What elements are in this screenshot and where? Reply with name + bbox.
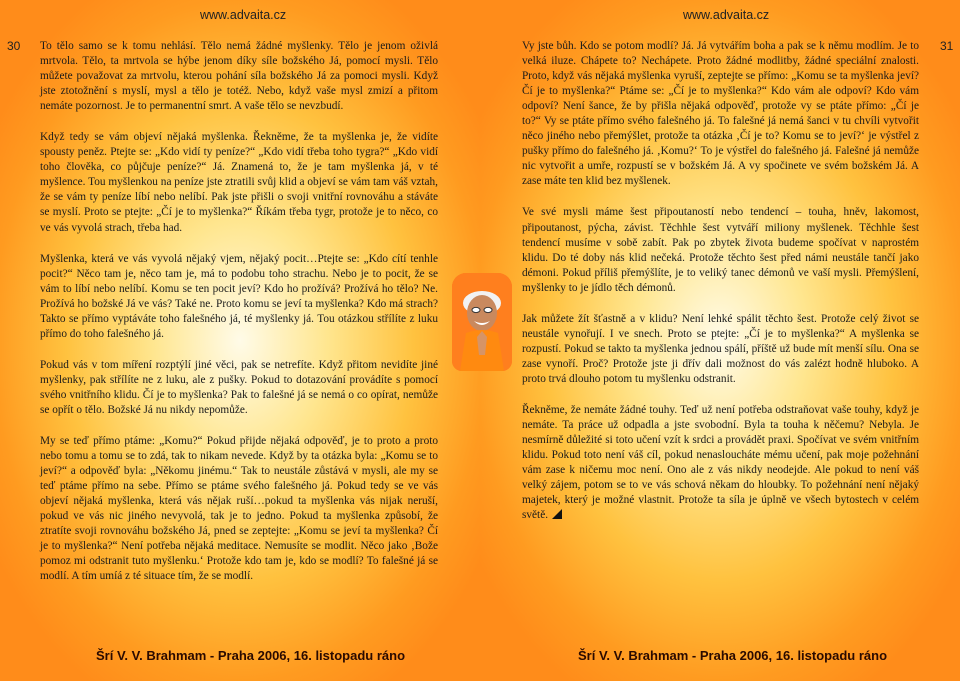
portrait-photo-icon xyxy=(452,273,512,371)
site-url-left[interactable]: www.advaita.cz xyxy=(200,8,287,22)
paragraph: Myšlenka, která ve vás vyvolá nějaký vjem, nějaký pocit…Ptejte se: „Kdo cítí tenhle pocit?“ Něco tam je, něco tam je, má to podobu toho strachu. Nebo je to pocit, že se vám to líbí nebo nelíbí. Komu se ten pocit jeví? Kdo ho prožívá? Prožívá ho tělo? Ne. Prožívá ho božské Já ve vás? Také ne. Proto komu se jeví ta myšlenka? Kdo má strach? Takto se přímo vyptáváte toho falešného já, té myšlenky já. Tou otázkou střílíte z luku přímo do toho falešného já. xyxy=(40,252,438,340)
page-number-left: 30 xyxy=(7,39,21,53)
paragraph: Jak můžete žít šťastně a v klidu? Není lehké spálit těchto šest. Protože celý život se neustále vynořují. I ve snech. Proto se ptejte: „Čí je to myšlenka?“ A myšlenka se rozpustí. Pokud se takto ta myšlenka jednou spálí, příště už bude mít menší sílu. Ona se zase vynoří. Proč? Protože jste ji dřív dali možnost do vás zalézt hodně hluboko. A proto trvá dlouho potom tu myšlenku odstranit. xyxy=(522,312,919,385)
page-number-right: 31 xyxy=(940,39,954,53)
footer-left: Šrí V. V. Brahmam - Praha 2006, 16. listopadu ráno xyxy=(96,648,406,663)
paragraph: Vy jste bůh. Kdo se potom modlí? Já. Já vytvářím boha a pak se k němu modlím. Je to velká iluze. Chápete to? Nechápete. Proto žádné modlitby, žádné speciální znalosti. Proto, když vás nějaká myšlenka vyruší, zeptejte se přímo: „Komu se ta myšlenka jeví? Čí je to myšlenka?“ Ptáme se: „Čí je to myšlenka?“ Kdo vám ale odpoví? Kdo vám odpoví? Není šance, že by přišla nějaká odpověď, protože vy se ptáte přímo: „Čí je to?“ Vy se ptáte přímo svého falešného já. To falešné já nemá šanci v tu chvíli vytvořit něco jiného nebo přemýšlet, protože ta otázka ‚Čí je to? Komu se to jeví?‘ je výstřel z pušky přímo do falešného já. ‚Komu?‘ To je výstřel do falešného já. Falešné já nemůže nic vytvořit a umře, rozpustí se v božském Já. A vy spočinete ve svém božském Já. A zase máte ten klid bez myšlenek. xyxy=(522,40,919,188)
portrait-photo xyxy=(452,273,512,371)
right-text-column xyxy=(522,39,919,539)
paragraph: To tělo samo se k tomu nehlásí. Tělo nemá žádné myšlenky. Tělo je jenom oživlá mrtvola. Tělo, ta mrtvola se hýbe jenom díky síle božského Já, pomocí mysli. Tělo můžete považovat za mrtvolu, kterou pohání síla božského Já za pomoci mysli. Když jste ztotožnění s myslí, mysl a tělo je totéž. Nebo, když vaše mysl zmizí a přitom nemáte pozornost. Je to permanentní smrt. A vaše tělo se nevzbudí. xyxy=(40,40,438,113)
paragraph: My se teď přímo ptáme: „Komu?“ Pokud přijde nějaká odpověď, je to proto a proto nebo tomu a tomu se to zdá, tak to nikam nevede. Když by ta otázka byla: „Komu se to jeví?“ a odpověď byla: „Někomu jinému.“ Tak to neustále zůstává v mysli, ale my se teď ptáme přímo na sebe. Přímo se ptáme svého falešného já. Pokud tedy se ve vás objeví nějaká myšlenka, která vás nějak ruší…pokud ta myšlenka vás nijak neruší, pokud ve vás nic jiného nevyvolá, tak je to jedno. Pokud ta myšlenka způsobí, že ztratíte svoji rovnováhu božského Já, pned se zeptejte: „Komu se jeví ta myšlenka? Čí je to myšlenka?“ Není potřeba nějaká meditace. Nemusíte se modlit. Něco jako ‚Bože pomoz mi odstranit tuto myšlenku.‘ Protože kdo tam je, kdo se modlí? To falešné já se modlí. A tím umíá z té situace tím, že se modlí. xyxy=(40,435,438,583)
paragraph: Pokud vás v tom míření rozptýlí jiné věci, pak se netrefíte. Když přitom nevidíte jiné myšlenky, pak střílíte ne z luku, ale z pušky. Pokud to dotazování provádíte s pomocí svého vnitřního klidu. Čí je to myšlenka? Pak to falešné já se nemá o co opírat, nemůže se opřít o tělo. Božské Já nu nikdy nepomůže. xyxy=(40,358,438,416)
paragraph-last xyxy=(522,403,919,523)
site-url-right[interactable]: www.advaita.cz xyxy=(683,8,770,22)
left-text-column xyxy=(40,39,438,601)
paragraph: Když tedy se vám objeví nějaká myšlenka. Řekněme, že ta myšlenka je, že vidíte spousty peněz. Ptejte se: „Kdo vidí ty peníze?“ „Kdo vidí třeba toho tygra?“ „Kdo vidí toho člověka, co půjčuje peníze?“ Já. Znamená to, že je tam myšlenka já, v té myšlence. Tou myšlenkou na peníze jste ztratili svůj klid a objeví se vám tam váš vztah, že se vám ty peníze líbí nebo nelíbí. Pak jste přišli o svoji vnitřní rovnováhu a stáváte se myslí. Proto se ptejte: „Čí je to myšlenka?“ Říkám třeba tygr, protože je to něco, co ve vás vyvolá strach, třeba had. xyxy=(40,131,438,234)
end-triangle-icon xyxy=(552,509,562,519)
footer-right: Šrí V. V. Brahmam - Praha 2006, 16. listopadu ráno xyxy=(578,648,888,663)
paragraph: Ve své mysli máme šest připoutaností nebo tendencí – touha, hněv, lakomost, připoutanost, pýcha, závist. Těchhle šest vytváří miliony myšlenek. Těchhle šest tendencí musíme v sobě zabít. Pak po zbytek života budeme spočívat v naprostém klidu. Do té doby nás klid nečeká. Protože těchto šest před námi neustále tančí jako démoni. Pokud příliš přemýšlíte, je to veliký tanec démonů ve vaší mysli. Přemýšlení, myšlenky to je jídlo těch démonů. xyxy=(522,206,919,294)
paragraph-text: Řekněme, že nemáte žádné touhy. Teď už není potřeba odstraňovat vaše touhy, když je nemáte. Ta práce už odpadla a jste svobodní. Byla ta touha k něčemu? Nebyla. Je nesmírně důležité si toto učení vzít k srdci a provádět praxi. Spočívat ve svém vnitřním klidu. Pokud toto není váš cíl, pokud nenasloucháte mému učení, pak moje požehnání vám zase k ničemu moc není. Ono ale z vás nikdy neodejde. Ale pokud to není váš velký zájem, potom se to ve vás schová někam do hloubky. To požehnání není nějaký majetek, který je možné vlastnit. Protože ta síla je úplně ve všech bytostech v celém světě. xyxy=(522,403,919,522)
